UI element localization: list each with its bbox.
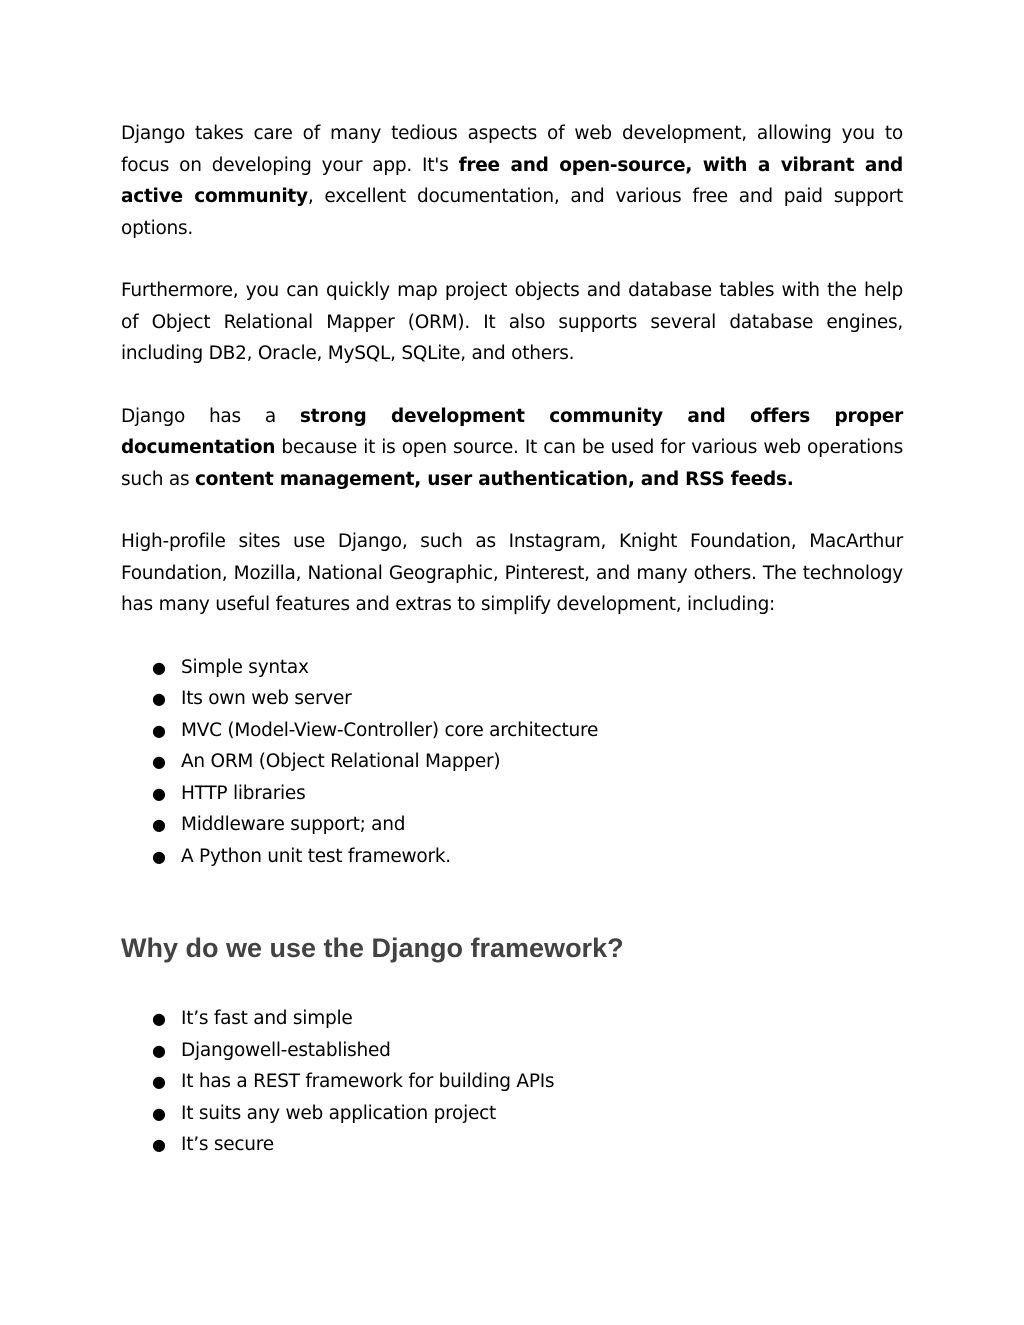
list-item bbox=[121, 1035, 903, 1067]
bullet-icon: ● bbox=[152, 1040, 166, 1060]
list-item bbox=[121, 1066, 903, 1098]
list-item-text: Djangowell-established bbox=[181, 1039, 391, 1061]
list-item-text: A Python unit test framework. bbox=[181, 845, 451, 867]
document-page bbox=[121, 118, 903, 1161]
list-item-text: HTTP libraries bbox=[181, 782, 306, 804]
bullet-icon: ● bbox=[152, 689, 166, 708]
bullet-icon: ● bbox=[152, 815, 166, 834]
list-item-text: Middleware support; and bbox=[181, 814, 406, 835]
para-text: Django has a bbox=[121, 405, 300, 427]
intro-paragraph bbox=[121, 118, 903, 244]
para-text: High-profile sites use Django, such as Instagram, Knight Foundation, MacArthur Foundation, Mozilla, National Geographic, Pinterest, and many others. The technology has many useful features and extras to simplify development, including: bbox=[121, 531, 903, 615]
section-heading: Why do we use the Django framework? bbox=[121, 933, 624, 963]
list-item bbox=[121, 1098, 903, 1130]
list-item bbox=[121, 1129, 903, 1161]
bullet-icon: ● bbox=[152, 1103, 166, 1123]
orm-paragraph bbox=[121, 275, 903, 370]
list-item-text: MVC (Model-View-Controller) core architecture bbox=[181, 719, 599, 741]
list-item bbox=[121, 1003, 903, 1035]
para-text: , excellent documentation, and various free and paid support options. bbox=[121, 186, 903, 239]
list-item bbox=[121, 778, 903, 810]
bullet-icon: ● bbox=[152, 783, 166, 803]
list-item-text: Its own web server bbox=[181, 688, 352, 709]
list-item bbox=[121, 683, 903, 715]
list-item-text: It has a REST framework for building APIs bbox=[181, 1071, 555, 1092]
bullet-icon: ● bbox=[152, 846, 166, 866]
bullet-icon: ● bbox=[152, 1009, 166, 1028]
list-item-text: It’s fast and simple bbox=[181, 1008, 353, 1029]
list-item bbox=[121, 809, 903, 841]
para-text: because it is open source. It can be used for various web operations such as bbox=[121, 437, 903, 490]
bullet-icon: ● bbox=[152, 1135, 166, 1154]
features-list bbox=[121, 652, 903, 873]
para-bold-text: free and open-source, with a vibrant and active community bbox=[121, 154, 903, 207]
para-bold-text: content management, user authentication, and RSS feeds. bbox=[195, 468, 794, 490]
para-text: Django takes care of many tedious aspects of web development, allowing you to focus on developing your app. It's bbox=[121, 123, 903, 176]
list-item-text: It suits any web application project bbox=[181, 1102, 497, 1124]
para-text: Furthermore, you can quickly map project objects and database tables with the help of Object Relational Mapper (ORM). It also supports several database engines, including DB2, Oracle, MySQL, SQLite, and others. bbox=[121, 280, 903, 364]
list-item-text: It’s secure bbox=[181, 1134, 274, 1155]
list-item-text: Simple syntax bbox=[181, 656, 309, 678]
para-bold-text: strong development community and offers proper documentation bbox=[121, 405, 903, 458]
bullet-icon: ● bbox=[152, 752, 166, 771]
list-item bbox=[121, 715, 903, 747]
list-item bbox=[121, 746, 903, 778]
reasons-list bbox=[121, 1003, 903, 1161]
bullet-icon: ● bbox=[152, 657, 166, 677]
bullet-icon: ● bbox=[152, 1072, 166, 1091]
sites-paragraph bbox=[121, 526, 903, 621]
list-item bbox=[121, 841, 903, 873]
list-item-text: An ORM (Object Relational Mapper) bbox=[181, 751, 501, 772]
list-item bbox=[121, 652, 903, 684]
bullet-icon: ● bbox=[152, 720, 166, 740]
community-paragraph bbox=[121, 401, 903, 496]
